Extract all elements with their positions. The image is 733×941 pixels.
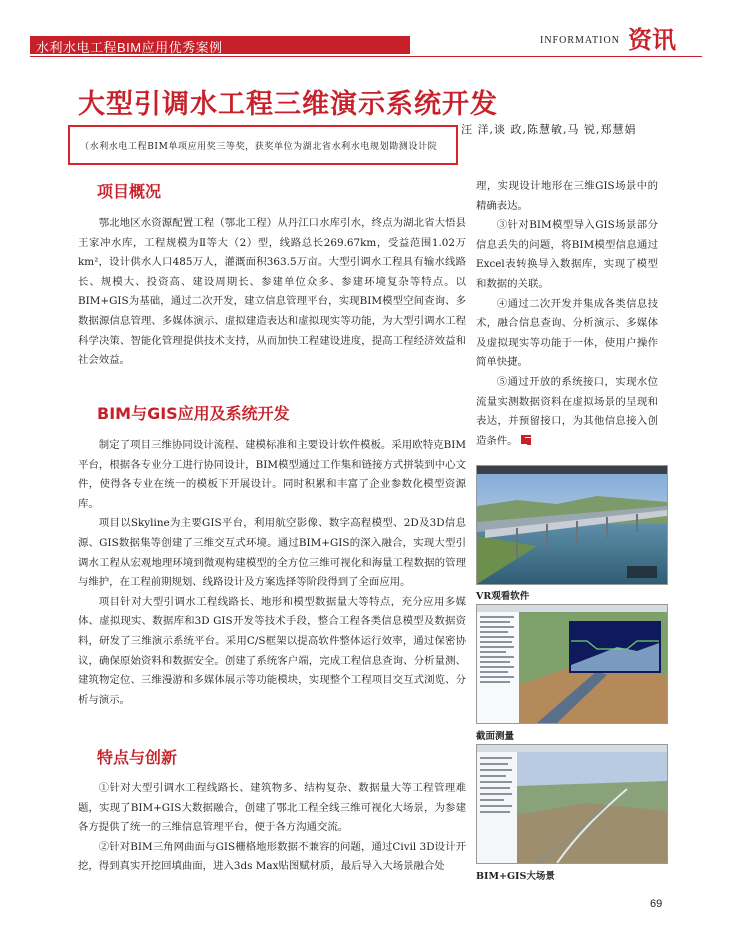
section-banner	[30, 36, 410, 54]
paragraph: ③针对BIM模型导入GIS场景部分信息丢失的问题，将BIM模型信息通过Excel表转换导入数据库，实现了模型和数据的关联。	[476, 219, 658, 290]
figure-vr-viewer	[476, 465, 668, 585]
header-rule	[30, 56, 702, 57]
paragraph: ②针对BIM三角网曲面与GIS栅格地形数据不兼容的问题，通过Civil 3D设计开挖，得到真实开挖回填曲面，进入3ds Max贴图赋材质，最后导入大场景融合处	[78, 840, 466, 873]
paragraph: ①针对大型引调水工程线路长、建筑物多、结构复杂、数据量大等工程管理难题，实现了BIM+GIS大数据融合，创建了鄂北工程全线三维可视化大场景，为参建各方提供了统一的三维信息管理平台，便于各方沟通交流。	[78, 782, 466, 834]
section-heading-bim-gis: BIM与GIS应用及系统开发	[97, 404, 290, 423]
end-mark-icon	[521, 435, 531, 445]
section-banner-label: 水利水电工程BIM应用优秀案例	[36, 40, 223, 55]
article-title: 大型引调水工程三维演示系统开发	[78, 89, 498, 120]
features-body	[78, 779, 466, 877]
figure-bim-gis-scene	[476, 744, 668, 864]
bim-gis-screenshot	[477, 745, 667, 863]
paragraph-text: ⑤通过开放的系统接口，实现水位流量实测数据资料在虚拟场景的呈现和表达，并预留接口，为其他信息接入创造条件。	[476, 375, 658, 447]
vr-bridge-scene	[477, 466, 667, 584]
paragraph: 理，实现设计地形在三维GIS场景中的精确表达。	[476, 180, 658, 212]
caption-vr: VR观看软件	[476, 591, 530, 602]
paragraph: 鄂北地区水资源配置工程（鄂北工程）从丹江口水库引水，终点为湖北省大悟县王家冲水库，工程规模为Ⅱ等大（2）型，线路总长269.67km，受益范围1.02万km²，设计供水人口485万人，灌溉面积363.5万亩。大型引调水工程具有输水线路长、规模大、投资高、建设周期长、参建单位众多、参建环境复杂等特点。以BIM+GIS为基础，通过二次开发，建立信息管理平台，实现BIM模型空间查询、多数据源信息管理、多媒体演示、虚拟建造表达和虚拟现实等功能，为大型引调水工程科学决策、智能化管理提供技术支持，从而加快工程建设进度，提高工程经济效益和社会效益。	[78, 217, 466, 367]
paragraph: 项目针对大型引调水工程线路长、地形和模型数据量大等特点，充分应用多媒体、虚拟现实、数据库和3D GIS开发等技术手段，整合工程各类信息模型及数据资料，研发了三维演示系统平台。采用C/S框架以提高软件整体运行效率，通过保密协议，确保原始资料和数据安全。创建了系统客户端，完成工程信息查询、分析量测、建筑物定位、三维漫游和多媒体展示等功能模块，实现整个工程项目交互式浏览、分析与演示。	[78, 595, 466, 706]
paragraph: ④通过二次开发并集成各类信息技术，融合信息查询、分析演示、多媒体及虚拟现实等功能于一体，使用户操作简单快捷。	[476, 297, 658, 369]
article-authors: 汪 洋,谈 政,陈慧敏,马 锐,郑慧娟	[461, 123, 637, 136]
paragraph: 项目以Skyline为主要GIS平台，利用航空影像、数字高程模型、2D及3D信息源、GIS数据集等创建了三维交互式环境。通过BIM+GIS的深入融合，实现大型引调水工程从宏观地理环境到微观构建模型的全方位三维可视化和海量工程数据的管理与维护，在工程前期规划、线路设计及方案选择等阶段得到了全面应用。	[78, 517, 466, 589]
section-measure-screenshot	[477, 605, 667, 723]
right-column-body	[476, 177, 658, 451]
caption-section: 截面测量	[476, 731, 515, 742]
section-heading-overview: 项目概况	[97, 182, 162, 201]
information-label: INFORMATION	[540, 35, 620, 46]
figure-section-measure	[476, 604, 668, 724]
zixun-logo: 资讯	[628, 26, 676, 54]
paragraph: 制定了项目三维协同设计流程、建模标准和主要设计软件模板。采用欧特克BIM平台，根据各专业分工进行协同设计，BIM模型通过工作集和链接方式拼装到中心文件，使得各专业在统一的模板下开展设计。同时积累和丰富了企业参数化模型资源库。	[78, 439, 466, 510]
overview-body	[78, 214, 466, 371]
caption-bim-gis: BIM+GIS大场景	[476, 871, 555, 882]
section-heading-features: 特点与创新	[97, 748, 178, 767]
page-number: 69	[650, 898, 663, 910]
award-note: （水利水电工程BIM单项应用奖三等奖，获奖单位为湖北省水利水电规划勘测设计院	[80, 142, 438, 152]
bim-gis-body	[78, 436, 466, 710]
paragraph	[476, 373, 658, 451]
